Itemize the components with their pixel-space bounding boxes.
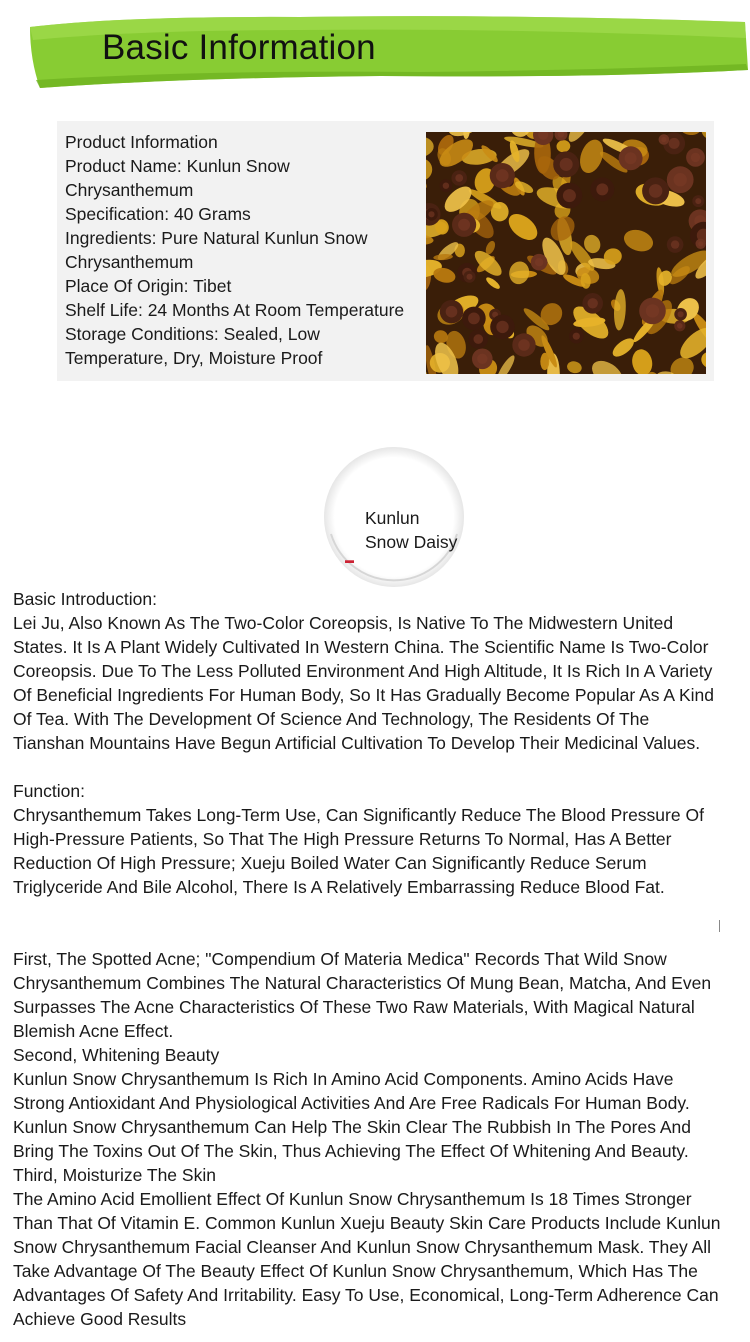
product-info-card <box>57 121 714 381</box>
product-info-line: Product Information <box>65 132 218 152</box>
badge-mark: ▬ <box>345 555 354 565</box>
function-line: High-Pressure Patients, So That The High Pressure Returns To Normal, Has A Better <box>13 829 672 849</box>
basic-introduction <box>13 587 748 755</box>
benefit-line: Than That Of Vitamin E. Common Kunlun Xueju Beauty Skin Care Products Include Kunlun <box>13 1213 721 1233</box>
function-line: Reduction Of High Pressure; Xueju Boiled Water Can Significantly Reduce Serum <box>13 853 647 873</box>
stray-mark <box>719 920 720 932</box>
benefit-line: Chrysanthemum Combines The Natural Characteristics Of Mung Bean, Matcha, And Even <box>13 973 712 993</box>
dried-chrysanthemum-photo <box>426 132 706 374</box>
benefit-line: Kunlun Snow Chrysanthemum Can Help The Skin Clear The Rubbish In The Pores And <box>13 1117 692 1137</box>
benefit-line: Kunlun Snow Chrysanthemum Is Rich In Amino Acid Components. Amino Acids Have <box>13 1069 674 1089</box>
product-info-line: Chrysanthemum <box>65 252 194 272</box>
product-info-text <box>65 130 423 370</box>
function-section <box>13 779 748 899</box>
section-title: Basic Information <box>102 28 376 67</box>
benefit-line: Third, Moisturize The Skin <box>13 1165 216 1185</box>
product-info-line: Shelf Life: 24 Months At Room Temperature <box>65 300 405 320</box>
function-line: Function: <box>13 781 85 801</box>
introduction-line: Tianshan Mountains Have Begun Artificial Cultivation To Develop Their Medicinal Values. <box>13 733 701 753</box>
product-info-line: Temperature, Dry, Moisture Proof <box>65 348 323 368</box>
benefit-line: Bring The Toxins Out Of The Skin, Thus Achieving The Effect Of Whitening And Beauty. <box>13 1141 689 1161</box>
benefit-line: Second, Whitening Beauty <box>13 1045 220 1065</box>
benefits-section <box>13 947 748 1331</box>
introduction-line: Basic Introduction: <box>13 589 157 609</box>
introduction-line: Of Tea. With The Development Of Science And Technology, The Residents Of The <box>13 709 650 729</box>
product-info-line: Product Name: Kunlun Snow <box>65 156 290 176</box>
introduction-line: Of Beneficial Ingredients For Human Body, So It Has Gradually Become Popular As A Kind <box>13 685 715 705</box>
benefit-line: Advantages Of Safety And Irritability. Easy To Use, Economical, Long-Term Adherence Can <box>13 1285 719 1305</box>
introduction-line: Lei Ju, Also Known As The Two-Color Coreopsis, Is Native To The Midwestern United <box>13 613 674 633</box>
benefit-line: Blemish Acne Effect. <box>13 1021 174 1041</box>
badge-line: Kunlun <box>365 508 420 528</box>
function-line: Chrysanthemum Takes Long-Term Use, Can Significantly Reduce The Blood Pressure Of <box>13 805 704 825</box>
badge-line: Snow Daisy <box>365 532 458 552</box>
benefit-line: Surpasses The Acne Characteristics Of These Two Raw Materials, With Magical Natural <box>13 997 695 1017</box>
product-info-line: Chrysanthemum <box>65 180 194 200</box>
product-info-line: Ingredients: Pure Natural Kunlun Snow <box>65 228 368 248</box>
benefit-line: First, The Spotted Acne; "Compendium Of Materia Medica" Records That Wild Snow <box>13 949 667 969</box>
introduction-line: Coreopsis. Due To The Less Polluted Environment And High Altitude, It Is Rich In A Variety <box>13 661 713 681</box>
kunlun-snow-daisy-badge <box>319 444 469 590</box>
badge-label <box>365 506 457 554</box>
function-line: Triglyceride And Bile Alcohol, There Is A Relatively Embarrassing Reduce Blood Fat. <box>13 877 665 897</box>
introduction-line: States. It Is A Plant Widely Cultivated In Western China. The Scientific Name Is Two-Color <box>13 637 709 657</box>
benefit-line: Achieve Good Results <box>13 1309 187 1329</box>
product-info-line: Place Of Origin: Tibet <box>65 276 232 296</box>
benefit-line: Snow Chrysanthemum Facial Cleanser And Kunlun Snow Chrysanthemum Mask. They All <box>13 1237 712 1257</box>
product-info-line: Specification: 40 Grams <box>65 204 251 224</box>
section-banner <box>0 0 750 100</box>
benefit-line: Strong Antioxidant And Physiological Activities And Are Free Radicals For Human Body. <box>13 1093 690 1113</box>
benefit-line: The Amino Acid Emollient Effect Of Kunlun Snow Chrysanthemum Is 18 Times Stronger <box>13 1189 692 1209</box>
benefit-line: Take Advantage Of The Beauty Effect Of Kunlun Snow Chrysanthemum, Which Has The <box>13 1261 698 1281</box>
product-info-line: Storage Conditions: Sealed, Low <box>65 324 320 344</box>
